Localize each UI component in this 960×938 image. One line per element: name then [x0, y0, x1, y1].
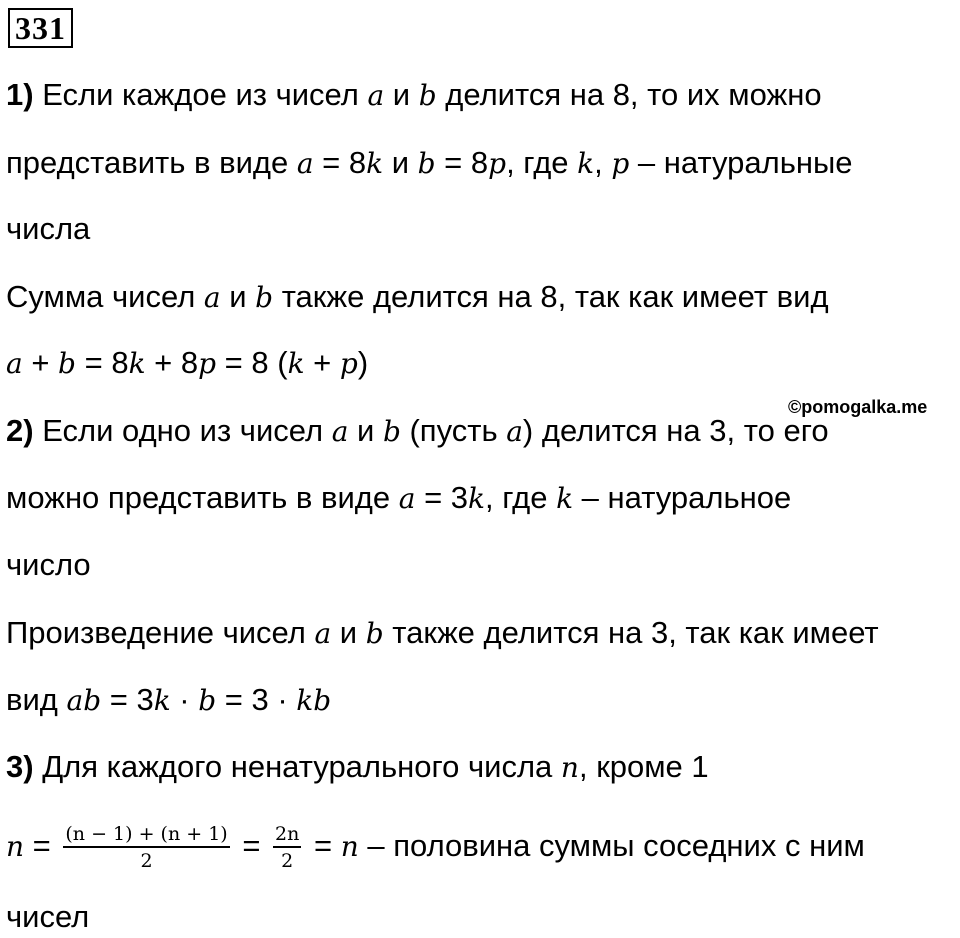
p3-line-3: чисел — [6, 899, 90, 934]
p1-line-5-formula: a + b = 8k + 8p = 8 (k + p) — [6, 345, 369, 380]
p1-line-4: Сумма чисел a и b также делится на 8, так как имеет вид — [6, 279, 829, 314]
task-number: 331 — [8, 8, 73, 48]
part-2-label: 2) — [6, 413, 34, 448]
watermark: ©pomogalka.me — [788, 397, 928, 417]
p1-line-2: представить в виде a = 8k и b = 8p, где k, p – натуральные — [6, 145, 853, 180]
p3-line-1: 3) Для каждого ненатурального числа n, кроме 1 — [6, 749, 709, 784]
p2-line-1: 2) Если одно из чисел a и b (пусть a) делится на 3, то его — [6, 413, 829, 448]
fraction-2n-over-2: $\frac{2n}{2}$ — [275, 822, 300, 872]
p1-line-1: 1) Если каждое из чисел a и b делится на 8, то их можно — [6, 77, 822, 112]
part-3-label: 3) — [6, 749, 34, 784]
p2-line-3: число — [6, 547, 91, 582]
part-1-label: 1) — [6, 77, 34, 112]
p2-line-5-formula: вид ab = 3k · b = 3 · kb — [6, 682, 332, 717]
p3-line-2-formula: n = $\frac{(n - 1) + (n + 1)}{2}$ = $\frac{2n}{2}$ = n – половина суммы соседних с ним — [6, 822, 865, 872]
p2-line-2: можно представить в виде a = 3k, где k – натуральное — [6, 480, 792, 515]
p1-line-3: числа — [6, 211, 91, 246]
p2-line-4: Произведение чисел a и b также делится на 3, так как имеет — [6, 615, 879, 650]
fraction-neighbors-sum: $\frac{(n - 1) + (n + 1)}{2}$ — [65, 822, 228, 872]
